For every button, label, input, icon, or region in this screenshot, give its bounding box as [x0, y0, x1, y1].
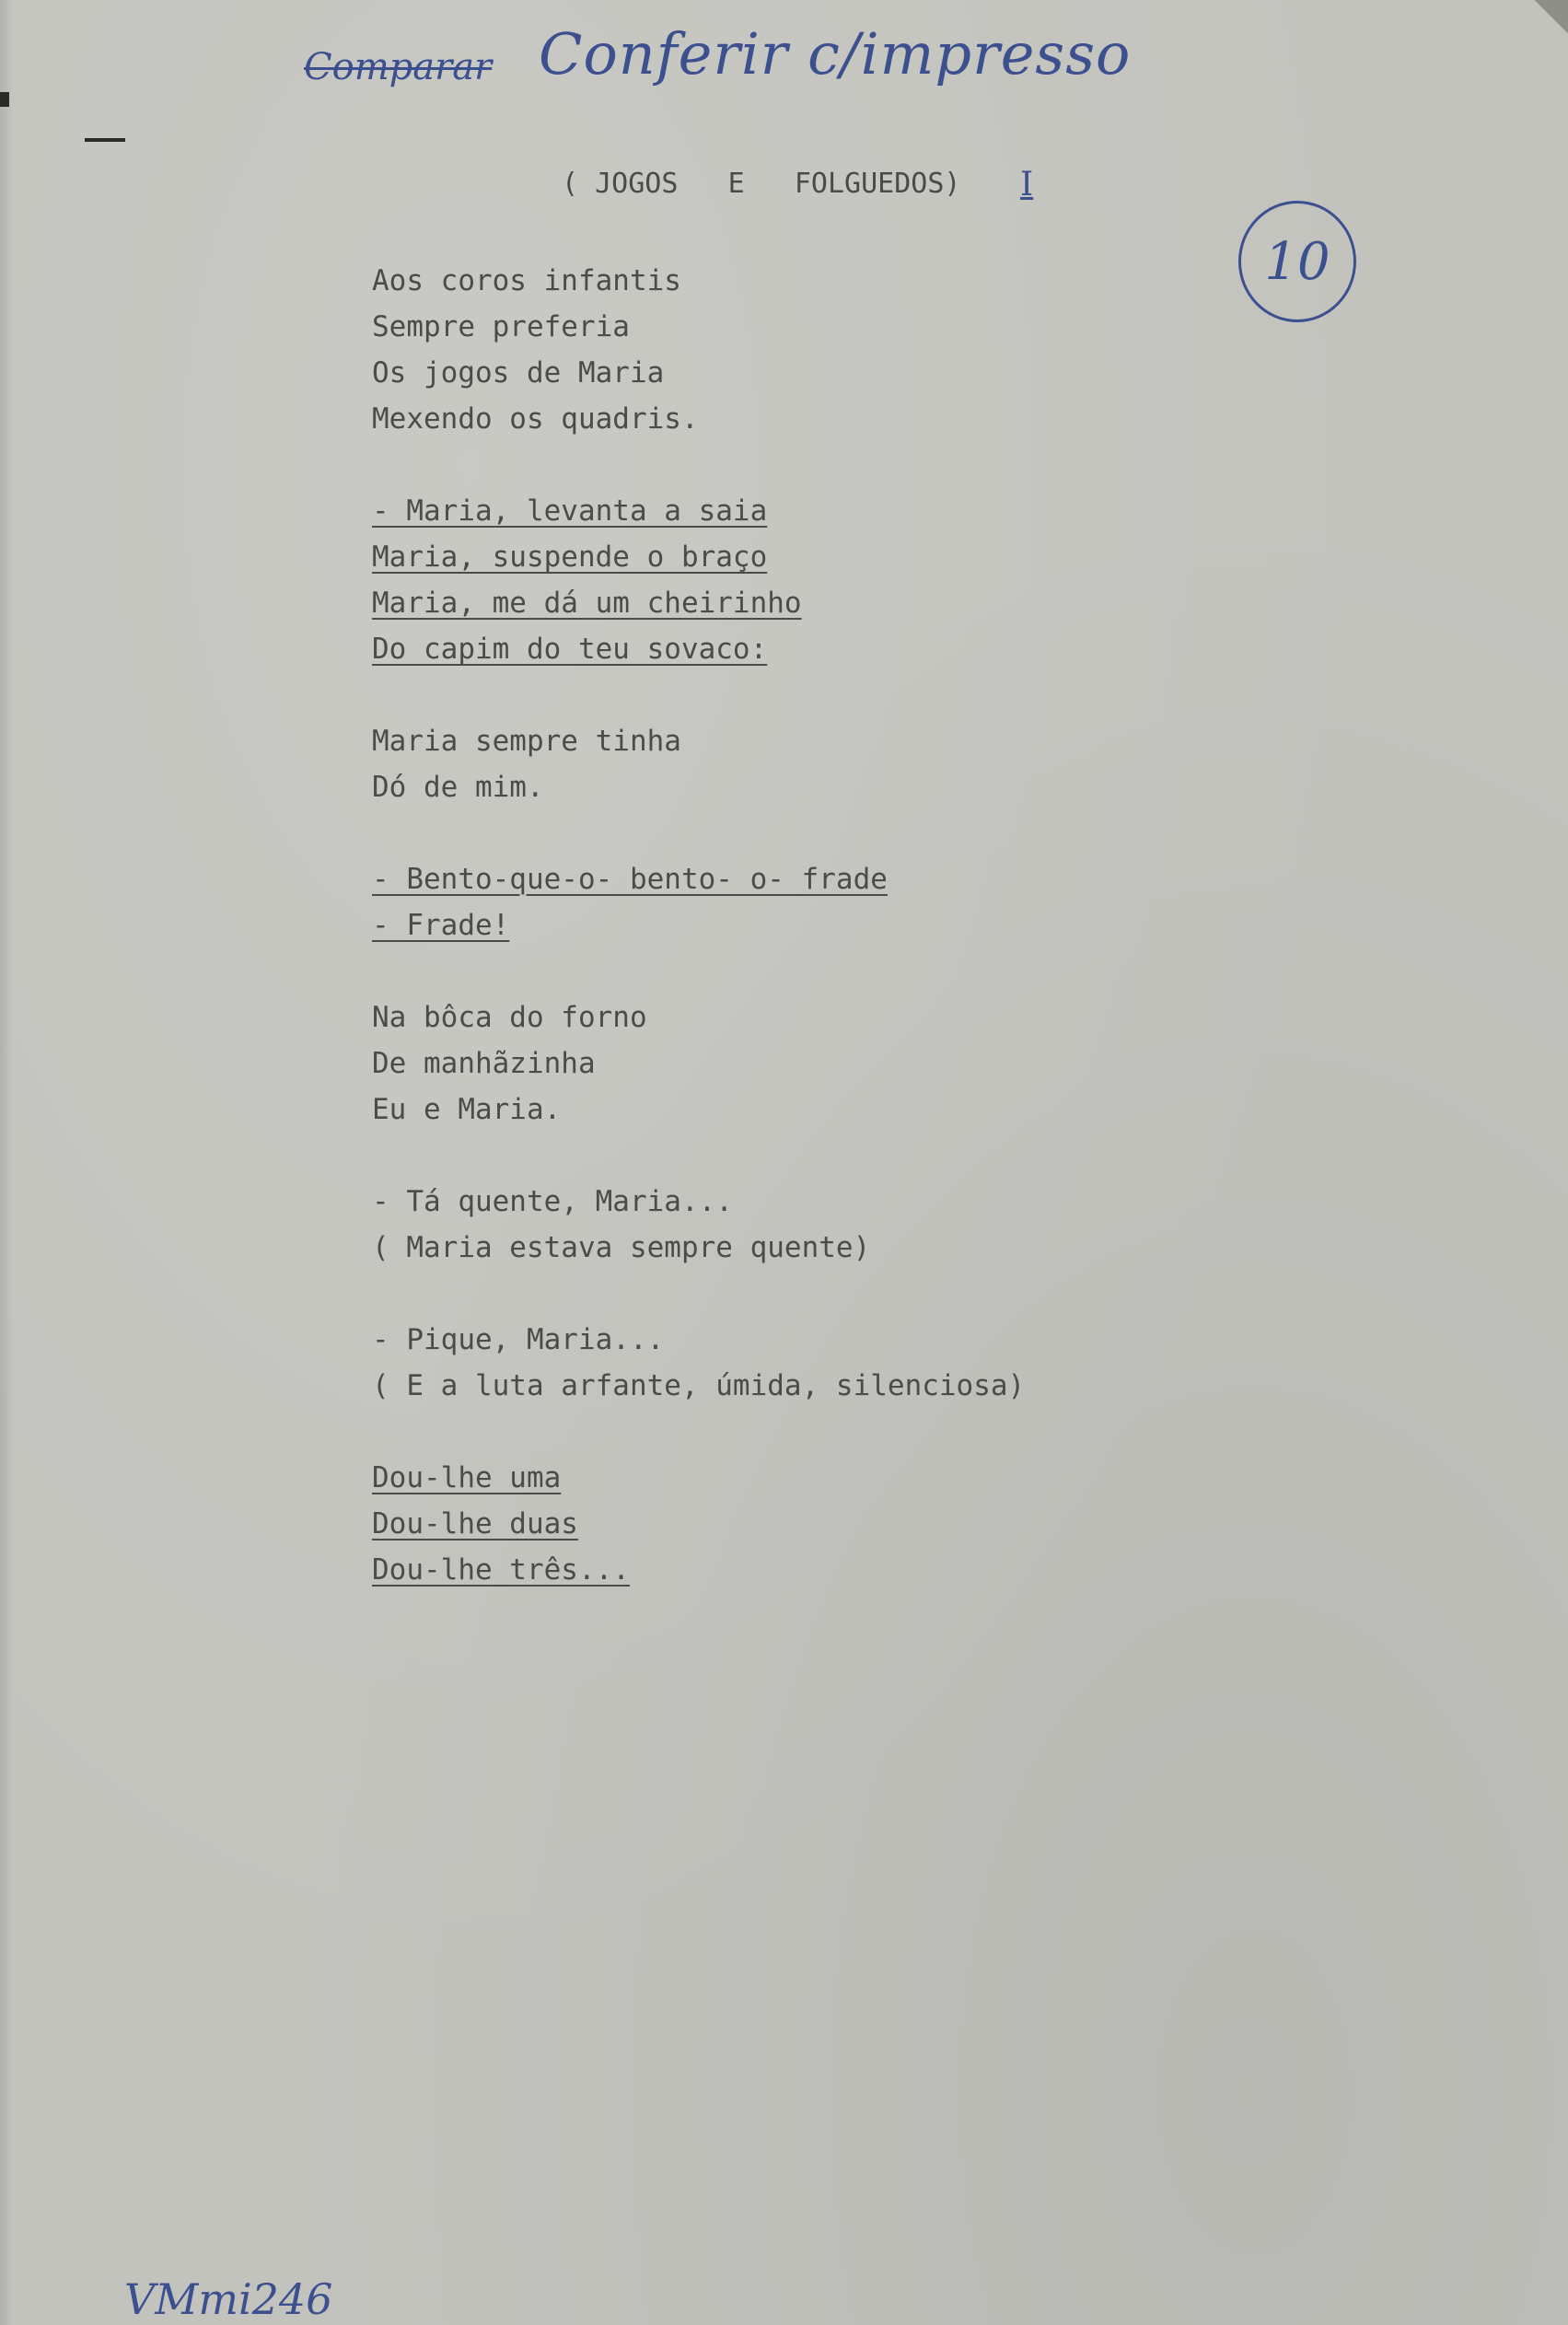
poem-line: - Tá quente, Maria...	[372, 1185, 733, 1218]
poem-line: - Bento-que-o- bento- o- frade	[372, 863, 888, 896]
poem-line: - Maria, levanta a saia	[372, 494, 768, 528]
poem-line: - Frade!	[372, 909, 510, 942]
poem-line: Dou-lhe uma	[372, 1461, 562, 1494]
poem-title: ( JOGOS E FOLGUEDOS)	[562, 168, 961, 200]
stanza	[372, 1179, 1201, 1271]
stanza	[372, 856, 1201, 948]
poem-line: Eu e Maria.	[372, 1093, 562, 1126]
stanza	[372, 258, 1201, 442]
poem-line: - Pique, Maria...	[372, 1323, 665, 1356]
handwritten-instruction: Conferir c/impresso	[539, 20, 1132, 87]
poem-line: Do capim do teu sovaco:	[372, 633, 768, 666]
poem-line: Sempre preferia	[372, 310, 630, 343]
stanza	[372, 488, 1201, 672]
catalog-number: VMmi246	[124, 2274, 333, 2324]
poem-line: Aos coros infantis	[372, 264, 681, 297]
struck-handwritten-word: Comparar	[304, 46, 493, 88]
circled-page-number	[1238, 201, 1356, 322]
poem-line: Dó de mim.	[372, 771, 544, 804]
poem-line: Maria, suspende o braço	[372, 541, 768, 574]
poem-line: Dou-lhe duas	[372, 1507, 578, 1540]
poem-line: Dou-lhe três...	[372, 1553, 630, 1587]
paper-mark	[0, 92, 9, 107]
poem-line: ( Maria estava sempre quente)	[372, 1231, 871, 1264]
stanza	[372, 994, 1201, 1133]
poem-line: De manhãzinha	[372, 1047, 596, 1080]
poem-line: ( E a luta arfante, úmida, silenciosa)	[372, 1369, 1026, 1402]
folded-corner	[1531, 0, 1568, 37]
poem-line: Na bôca do forno	[372, 1001, 647, 1034]
page-number-text: 10	[1264, 231, 1330, 292]
poem-body	[372, 258, 1201, 1639]
title-roman-numeral: I	[1020, 166, 1034, 203]
poem-line: Os jogos de Maria	[372, 356, 665, 389]
poem-line: Mexendo os quadris.	[372, 402, 699, 436]
poem-line: Maria sempre tinha	[372, 725, 681, 758]
stanza	[372, 1455, 1201, 1593]
paper-mark	[85, 138, 125, 142]
page-edge-shadow	[0, 0, 13, 2325]
stanza	[372, 1317, 1201, 1409]
stanza	[372, 718, 1201, 810]
poem-line: Maria, me dá um cheirinho	[372, 587, 802, 620]
